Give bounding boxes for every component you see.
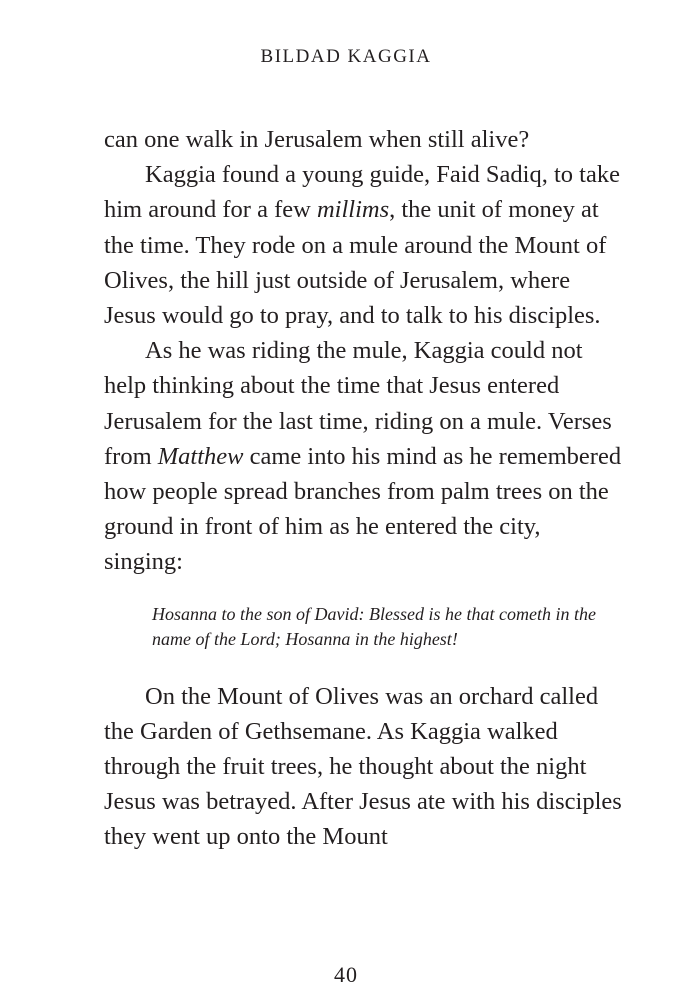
paragraph-3-text-b: came into his mind as he remembered how people spread branches from palm trees on the ground in front of him as he entered the city, singing:: [104, 442, 622, 576]
paragraph-2-italic: millims: [316, 196, 390, 224]
scripture-quote: Hosanna to the son of David: Blessed is he that cometh in the name of the Lord; Hosanna in the highest!: [152, 603, 596, 650]
paragraph-3-italic: Matthew: [157, 442, 244, 470]
paragraph-3-text-a: As he was riding the mule, Kaggia could not help thinking about the time that Jesus entered Jerusalem for the last time, riding on a mule. Verses from: [104, 337, 612, 470]
page-number: 40: [334, 962, 358, 987]
paragraph-2-text-b: , the unit of money at the time. They rode on a mule around the Mount of Olives, the hill just outside of Jerusalem, where Jesus would go to pray, and to talk to his disciples.: [104, 196, 607, 330]
paragraph-2-text-a: Kaggia found a young guide, Faid Sadiq, to take him around for a few: [104, 161, 620, 224]
paragraph-2: [104, 157, 624, 333]
paragraph-1: can one walk in Jerusalem when still alive?: [104, 126, 530, 153]
body-text: [104, 122, 624, 855]
running-head: BILDAD KAGGIA: [260, 46, 432, 67]
paragraph-3: [104, 333, 624, 579]
paragraph-4: On the Mount of Olives was an orchard called the Garden of Gethsemane. As Kaggia walked through the fruit trees, he thought about the night Jesus was betrayed. After Jesus ate with his disciples they went up onto the Mount: [104, 682, 622, 851]
